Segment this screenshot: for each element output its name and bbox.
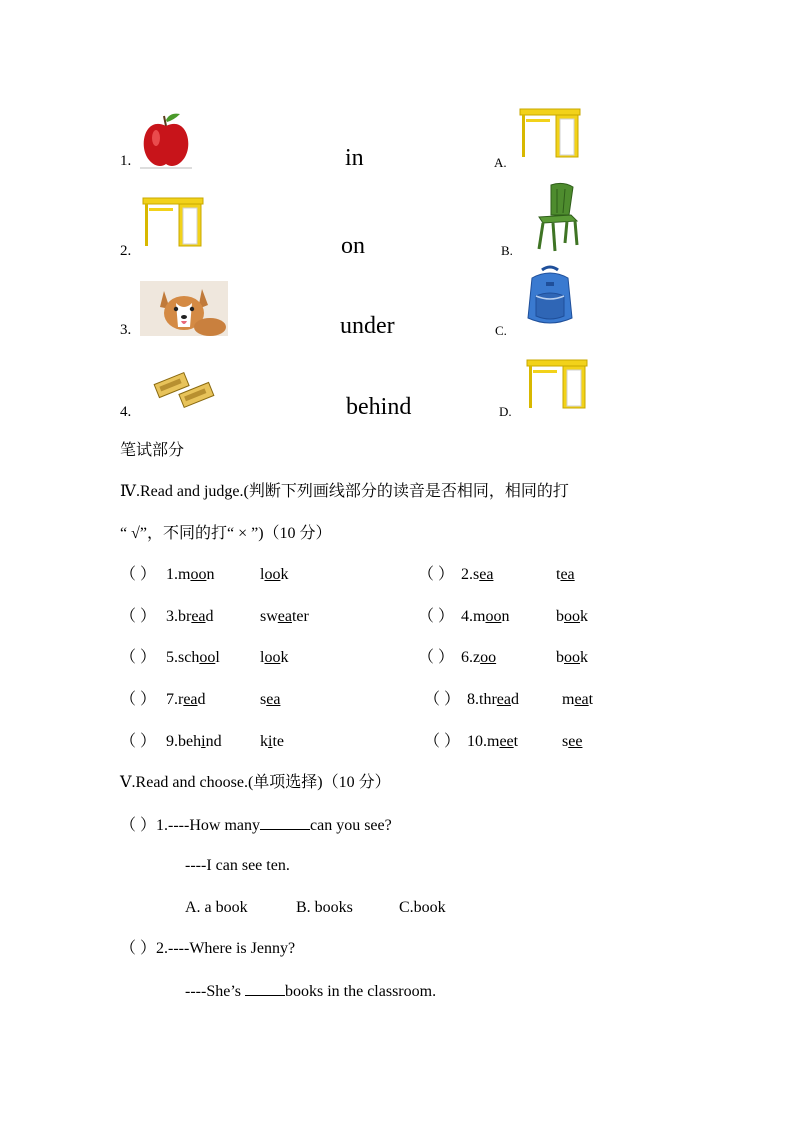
word-part: d <box>510 691 519 708</box>
judge-word-1 <box>166 648 220 668</box>
word-part: sch <box>178 649 200 666</box>
judge-word-2 <box>556 607 588 627</box>
item-number-1: 1. <box>120 153 132 169</box>
word-part: k <box>580 608 588 625</box>
answer-parentheses[interactable]: （ ） <box>418 608 455 625</box>
underlined-letters: oo <box>480 649 497 666</box>
judge-word-2 <box>260 690 280 710</box>
word-part: beh <box>178 733 202 750</box>
word-part: k <box>260 733 268 750</box>
answer-parentheses[interactable]: （ ） <box>120 608 157 625</box>
item-number: 8. <box>467 691 479 708</box>
underlined-letters: ea <box>191 608 206 625</box>
judge-word-1 <box>166 732 222 752</box>
judge-word-2 <box>260 565 288 585</box>
item-number: 9. <box>166 733 178 750</box>
answer-parentheses[interactable]: （ ） <box>418 566 455 583</box>
word-part: t <box>588 691 594 708</box>
word-part: m <box>487 733 500 750</box>
written-part-heading: 笔试部分 <box>120 440 185 459</box>
word-part: l <box>260 566 265 583</box>
question-1-text-pre: 1.----How many <box>156 817 260 834</box>
underlined-letters: ea <box>479 566 494 583</box>
section4-title-line1: Ⅳ.Read and judge.(判断下列画线部分的读音是否相同，相同的打 <box>120 483 569 500</box>
erasers-icon <box>152 366 218 410</box>
word-part: s <box>260 691 267 708</box>
option-letter-b: B. <box>501 243 513 258</box>
answer-parentheses[interactable]: （ ） <box>120 940 157 957</box>
word-part: b <box>556 608 564 625</box>
question-1 <box>120 815 392 836</box>
word-part: m <box>473 608 486 625</box>
preposition-under: under <box>340 313 395 339</box>
question-1-text-post: can you see? <box>309 817 392 834</box>
word-part: s <box>562 733 569 750</box>
judge-word-1 <box>166 607 214 627</box>
word-part: n <box>206 566 215 583</box>
word-part: n <box>501 608 510 625</box>
option-c: C.book <box>399 899 446 916</box>
judge-word-2 <box>556 565 575 585</box>
desk-icon <box>518 107 582 159</box>
judge-word-1 <box>166 690 206 710</box>
judge-word-2 <box>260 607 309 627</box>
underlined-letters: oo <box>485 608 502 625</box>
word-part: z <box>473 649 481 666</box>
word-part: m <box>562 691 575 708</box>
answer-parentheses[interactable]: （ ） <box>120 566 157 583</box>
underlined-letters: ea <box>496 691 511 708</box>
word-part: thr <box>479 691 497 708</box>
item-number: 7. <box>166 691 178 708</box>
option-letter-a: A. <box>494 155 507 170</box>
word-part: t <box>556 566 561 583</box>
word-part: s <box>473 566 480 583</box>
question-2-answer-post: books in the classroom. <box>284 983 437 1000</box>
option-letter-c: C. <box>495 323 507 338</box>
judge-word-1 <box>467 732 518 752</box>
underlined-letters: i <box>268 733 273 750</box>
apple-icon <box>140 112 192 170</box>
backpack-icon <box>522 264 578 328</box>
item-number-3: 3. <box>120 322 132 338</box>
item-number-4: 4. <box>120 404 132 420</box>
chair-icon <box>525 181 591 253</box>
underlined-letters: ee <box>499 733 514 750</box>
item-number: 6. <box>461 649 473 666</box>
item-number-2: 2. <box>120 243 132 259</box>
judge-word-2 <box>260 648 288 668</box>
question-2-answer <box>185 981 436 1002</box>
underlined-letters: i <box>201 733 206 750</box>
question-2-answer-pre: ----She’s <box>185 983 245 1000</box>
judge-word-1 <box>467 690 519 710</box>
option-b: B. books <box>296 899 353 916</box>
word-part: k <box>280 649 289 666</box>
question-1-answer: ----I can see ten. <box>185 857 290 874</box>
answer-parentheses[interactable]: （ ） <box>120 733 157 750</box>
judge-word-2 <box>562 690 593 710</box>
word-part: m <box>178 566 191 583</box>
word-part: r <box>178 691 184 708</box>
answer-parentheses[interactable]: （ ） <box>418 649 455 666</box>
judge-word-2 <box>556 648 588 668</box>
word-part: ter <box>291 608 309 625</box>
dog-icon <box>140 281 228 336</box>
answer-blank[interactable] <box>260 815 310 830</box>
word-part: br <box>178 608 192 625</box>
item-number: 1. <box>166 566 178 583</box>
word-part: k <box>580 649 588 666</box>
underlined-letters: ee <box>568 733 583 750</box>
word-part: t <box>513 733 519 750</box>
item-number: 10. <box>467 733 487 750</box>
word-part: te <box>272 733 284 750</box>
word-part: k <box>280 566 289 583</box>
underlined-letters: oo <box>564 608 580 625</box>
section5-title: Ⅴ.Read and choose.(单项选择)（10 分） <box>120 774 391 791</box>
word-part: sw <box>260 608 278 625</box>
judge-word-1 <box>461 565 493 585</box>
judge-word-1 <box>461 648 496 668</box>
word-part: l <box>215 649 220 666</box>
preposition-in: in <box>345 145 364 171</box>
judge-word-2 <box>260 732 284 752</box>
word-part: nd <box>205 733 222 750</box>
question-2 <box>120 939 295 959</box>
item-number: 4. <box>461 608 473 625</box>
preposition-on: on <box>341 233 365 259</box>
underlined-letters: ea <box>277 608 292 625</box>
answer-parentheses[interactable]: （ ） <box>424 691 461 708</box>
underlined-letters: oo <box>190 566 207 583</box>
word-part: l <box>260 649 265 666</box>
underlined-letters: ea <box>266 691 281 708</box>
underlined-letters: ea <box>183 691 198 708</box>
answer-parentheses[interactable]: （ ） <box>120 649 157 666</box>
word-part: b <box>556 649 564 666</box>
judge-word-2 <box>562 732 582 752</box>
item-number: 3. <box>166 608 178 625</box>
option-a: A. a book <box>185 899 248 916</box>
option-letter-d: D. <box>499 404 512 419</box>
question-2-text: 2.----Where is Jenny? <box>156 940 296 957</box>
answer-parentheses[interactable]: （ ） <box>120 817 157 834</box>
underlined-letters: oo <box>199 649 216 666</box>
answer-parentheses[interactable]: （ ） <box>424 733 461 750</box>
item-number: 2. <box>461 566 473 583</box>
judge-word-1 <box>166 565 214 585</box>
underlined-letters: ea <box>574 691 589 708</box>
section4-title-line2: “ √”，不同的打“ × ”)（10 分） <box>120 525 332 542</box>
desk-icon <box>141 196 205 248</box>
underlined-letters: oo <box>264 566 281 583</box>
underlined-letters: ea <box>560 566 575 583</box>
word-part: d <box>197 691 206 708</box>
judge-word-1 <box>461 607 509 627</box>
answer-parentheses[interactable]: （ ） <box>120 691 157 708</box>
answer-blank[interactable] <box>245 981 285 996</box>
item-number: 5. <box>166 649 178 666</box>
desk-icon <box>525 358 589 410</box>
underlined-letters: oo <box>264 649 281 666</box>
preposition-behind: behind <box>346 394 412 420</box>
word-part: d <box>205 608 214 625</box>
underlined-letters: oo <box>564 649 580 666</box>
